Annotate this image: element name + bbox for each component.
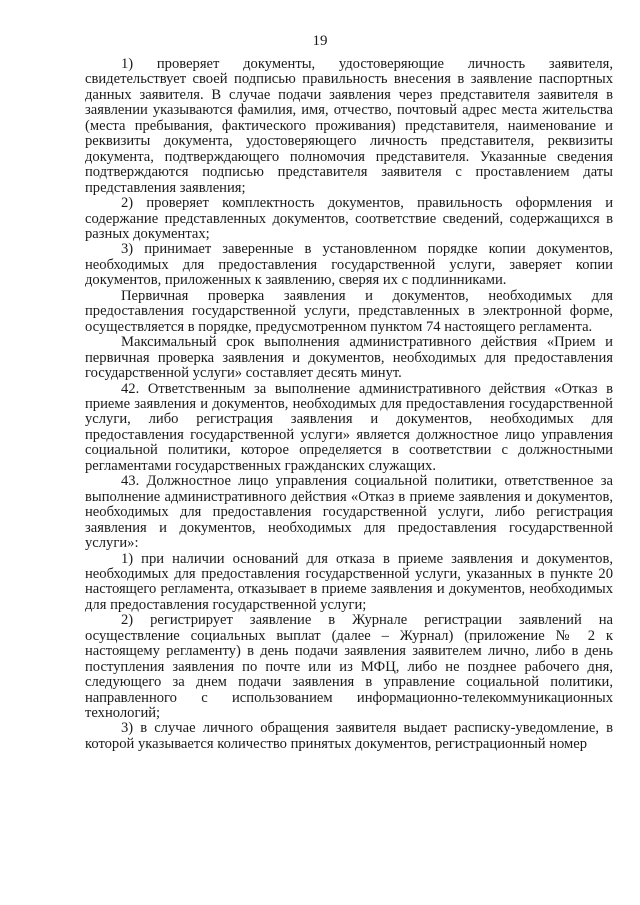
paragraph-max-time: Максимальный срок выполнения административного действия «Прием и первичная проверка заявления и документов, необходимых для предоставления государственной услуги» составляет десять минут.	[85, 334, 613, 382]
paragraph-item-1: 1) проверяет документы, удостоверяющие личность заявителя, свидетельствует своей подписью правильность внесения в заявление паспортных данных заявителя. В случае подачи заявления через представителя заявителя в заявлении указываются фамилия, имя, отчество, почтовый адрес места жительства (места пребывания, фактического проживания) представителя, наименование и реквизиты документа, удостоверяющего личность представителя, реквизиты документа, подтверждающего полномочия представителя. Указанные сведения подтверждаются подписью представителя заявителя с проставлением даты представления заявления;	[85, 56, 613, 196]
paragraph-43-item-3: 3) в случае личного обращения заявителя выдает расписку-уведомление, в которой указывается количество принятых документов, регистрационный номер	[85, 720, 613, 752]
paragraph-item-2: 2) проверяет комплектность документов, правильность оформления и содержание представленных документов, соответствие сведений, содержащихся в разных документах;	[85, 195, 613, 242]
page-number: 19	[312, 33, 328, 49]
paragraph-clause-43: 43. Должностное лицо управления социальной политики, ответственное за выполнение административного действия «Отказ в приеме заявления и документов, необходимых для предоставления государственной услуги, либо регистрация заявления и документов, необходимых для предоставления государственной услуги»:	[85, 473, 613, 552]
paragraph-primary-check: Первичная проверка заявления и документов, необходимых для предоставления государственной услуги, представленных в электронной форме, осуществляется в порядке, предусмотренном пунктом 74 настоящего регламента.	[85, 287, 613, 335]
document-body	[85, 57, 613, 752]
paragraph-item-3: 3) принимает заверенные в установленном порядке копии документов, необходимых для предоставления государственной услуги, заверяет копии документов, приложенных к заявлению, сверяя их с подлинниками.	[85, 241, 613, 289]
paragraph-43-item-2: 2) регистрирует заявление в Журнале регистрации заявлений на осуществление социальных выплат (далее – Журнал) (приложение № 2 к настоящему регламенту) в день подачи заявления заявителем лично, либо в день поступления заявления по почте или из МФЦ, либо не позднее рабочего дня, следующего за днем подачи заявления в управление социальной политики, направленного с использованием информационно-телекоммуникационных технологий;	[85, 612, 613, 722]
paragraph-43-item-1: 1) при наличии оснований для отказа в приеме заявления и документов, необходимых для предоставления государственной услуги, указанных в пункте 20 настоящего регламента, отказывает в приеме заявления и документов, необходимых для предоставления государственной услуги;	[85, 550, 613, 613]
paragraph-clause-42: 42. Ответственным за выполнение административного действия «Отказ в приеме заявления и документов, необходимых для предоставления государственной услуги, либо регистрация заявления и документов, необходимых для предоставления государственной услуги» является должностное лицо управления социальной политики, которое определяется в соответствии с должностными регламентами государственных гражданских служащих.	[85, 380, 613, 474]
